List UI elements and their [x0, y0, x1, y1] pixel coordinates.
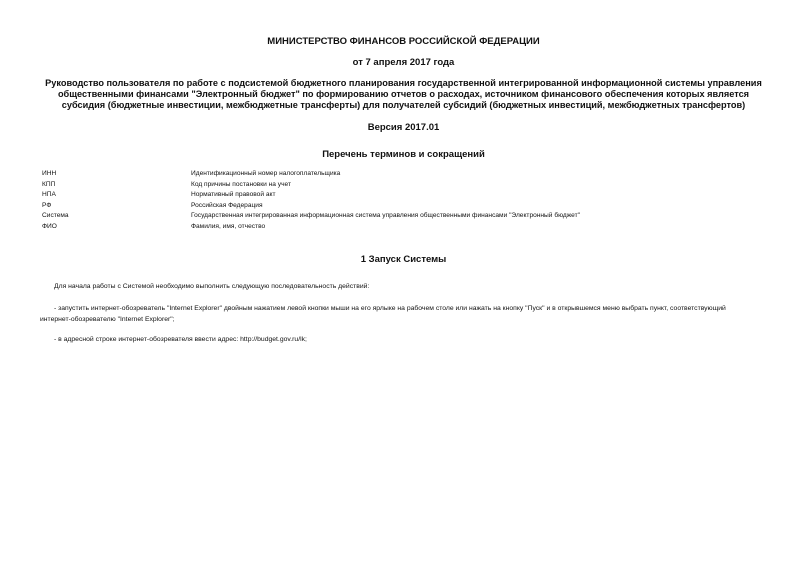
ministry-title: МИНИСТЕРСТВО ФИНАНСОВ РОССИЙСКОЙ ФЕДЕРАЦИИ [267, 36, 540, 47]
term-row [42, 169, 782, 180]
term-abbreviation: Система [42, 212, 69, 220]
term-abbreviation: ИНН [42, 170, 57, 177]
term-row [42, 211, 782, 222]
term-abbreviation: КПП [42, 180, 56, 188]
term-definition: Нормативный правовой акт [191, 191, 276, 199]
term-definition: Код причины постановки на учет [191, 180, 291, 188]
step-launch-browser [40, 304, 770, 325]
term-abbreviation: РФ [42, 201, 52, 209]
step-enter-address: - в адресной строке интернет-обозревателя ввести адрес: http://budget.gov.ru/lk; [54, 336, 307, 343]
term-abbreviation: ФИО [42, 222, 57, 230]
terms-heading: Перечень терминов и сокращений [322, 149, 485, 160]
document-version: Версия 2017.01 [367, 122, 440, 133]
term-row [42, 201, 782, 212]
section-heading: 1 Запуск Системы [360, 254, 447, 265]
terms-table [42, 169, 782, 233]
term-definition: Российская Федерация [191, 201, 263, 209]
term-definition: Фамилия, имя, отчество [191, 222, 266, 230]
intro-paragraph: Для начала работы с Системой необходимо выполнить следующую последовательность действий: [54, 283, 370, 290]
term-abbreviation: НПА [42, 191, 56, 199]
term-row [42, 180, 782, 191]
step-launch-browser-line: - запустить интернет-обозреватель "Internet Explorer" двойным нажатием левой кнопки мыши на его ярлыке на рабочем столе или нажать на кнопку "Пуск" и в открывшемся меню выбрать пункт, соответствующий [54, 305, 726, 312]
term-row [42, 222, 782, 233]
term-definition: Идентификационный номер налогоплательщика [191, 170, 341, 177]
guide-title: Руководство пользователя по работе с подсистемой бюджетного планирования государственной интегрированной информационной системы управления общественными финансами "Электронный бюджет" по формированию отчетов о расходах, источником финансового обеспечения которых является субсидия (бюджетные инвестиции, межбюджетные трансферты) для получателей субсидий (бюджетных инвестиций, межбюджетных трансфертов) [45, 78, 762, 110]
step-launch-browser-line: интернет-обозревателю "Internet Explorer"; [40, 315, 175, 323]
document-date: от 7 апреля 2017 года [352, 57, 455, 68]
term-definition: Государственная интегрированная информационная система управления общественными финансами "Электронный бюджет" [191, 212, 580, 220]
term-row [42, 190, 782, 201]
